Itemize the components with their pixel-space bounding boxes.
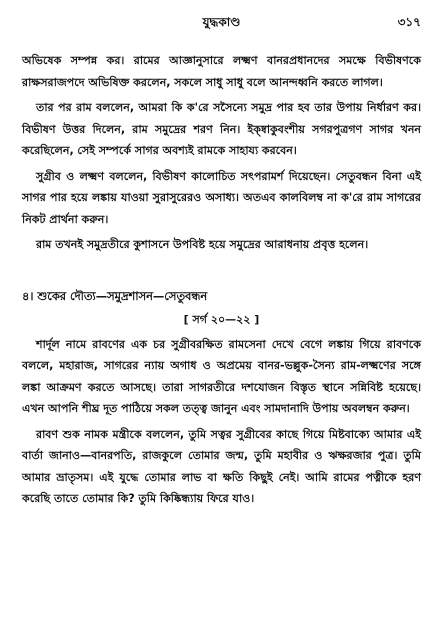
paragraph-ram-asks: তার পর রাম বললেন, আমরা কি ক'রে সসৈন্যে সমুদ্র পার হব তার উপায় নির্ধারণ কর। বিভীষণ উত্তর দিলেন, রাম সমুদ্রের শরণ নিন। ইক্ষ্বাকুবংশীয় সগরপুত্রগণ সাগর খনন করেছিলেন, সেই সম্পর্কে সাগর অবশ্যই রামকে সাহায্য করবেন। — [22, 101, 421, 157]
paragraph-shardul-report: শার্দূল নামে রাবণের এক চর সুগ্রীবরক্ষিত রামসেনা দেখে বেগে লঙ্কায় গিয়ে রাবণকে বললে, মহারাজ, সাগরের ন্যায় অগাধ ও অপ্রমেয় বানর-ভল্লুক-সৈন্য রাম-লক্ষ্মণের সঙ্গে লঙ্কা আক্রমণ করতে আসছে। তারা সাগরতীরে দশযোজন বিস্তৃত স্থানে সন্নিবিষ্ট হয়েছে। এখন আপনি শীঘ্র দূত পাঠিয়ে সকল তত্ত্ব জানুন এবং সামদানাদি উপায় অবলম্বন করুন। — [22, 337, 421, 415]
section-sarga: [ সর্গ ২০—২২ ] — [183, 312, 260, 326]
paragraph-ravan-message: রাবণ শুক নামক মন্ত্রীকে বললেন, তুমি সত্বর সুগ্রীবের কাছে গিয়ে মিষ্টবাক্যে আমার এই বার্তা জানাও—বানরপতি, রাজকুলে তোমার জন্ম, তুমি মহাবীর ও ঋক্ষরজার পুত্র। তুমি আমার ভ্রাতৃসম। এই যুদ্ধে তোমার লাভ বা ক্ষতি কিছুই নেই। আমি রামের পত্নীকে হরণ করেছি তাতে তোমার কি? তুমি কিষ্কিন্ধ্যায় ফিরে যাও। — [22, 427, 421, 505]
paragraph-coronation: অভিষেক সম্পন্ন কর। রামের আজ্ঞানুসারে লক্ষ্মণ বানরপ্রধানদের সমক্ষে বিভীষণকে রাক্ষসরাজপদে অভিষিক্ত করলেন, সকলে সাধু সাধু বলে আনন্দধ্বনি করতে লাগল। — [22, 54, 421, 89]
running-title: যুদ্ধকাণ্ড — [202, 15, 241, 29]
page-number: ৩১৭ — [397, 15, 421, 29]
paragraph-sugriva-advice: সুগ্রীব ও লক্ষ্মণ বললেন, বিভীষণ কালোচিত সৎপরামর্শ দিয়েছেন। সেতুবন্ধন বিনা এই সাগর পার হয়ে লঙ্কায় যাওয়া সুরাসুরেরও অসাধ্য। অতএব কালবিলম্ব না ক'রে রাম সাগরের নিকট প্রার্থনা করুন। — [22, 169, 421, 226]
page-header — [22, 14, 421, 34]
paragraph-ram-worship: রাম তখনই সমুদ্রতীরে কুশাসনে উপবিষ্ট হয়ে সমুদ্রের আরাধনায় প্রবৃত্ত হলেন। — [36, 238, 369, 251]
section-heading: ৪। শুকের দৌত্য—সমুদ্রশাসন—সেতুবন্ধন — [22, 288, 208, 303]
